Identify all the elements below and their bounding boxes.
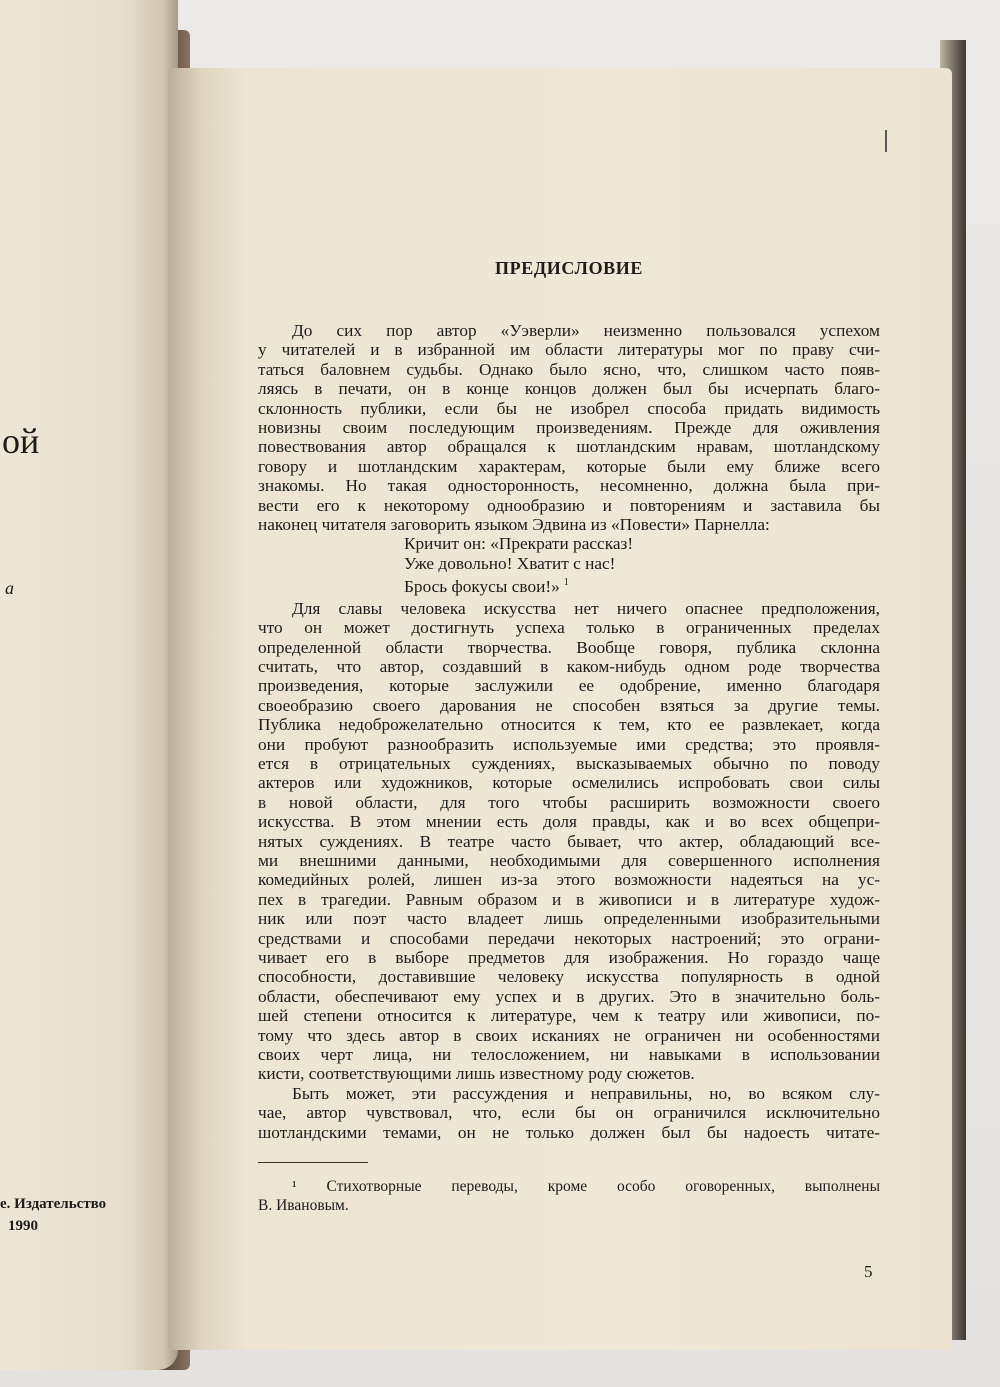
poem-quote xyxy=(404,534,880,596)
text-line: До сих пор автор «Уэверли» неизменно пользовался успехом xyxy=(292,321,880,340)
text-line: Публика недоброжелательно относится к тем, кто ее развлекает, когда xyxy=(258,715,880,735)
text-line: они пробуют разнообразить используемые ими средства; это проявля- xyxy=(258,734,880,754)
page-title: ПРЕДИСЛОВИЕ xyxy=(495,258,643,278)
poem-line: Кричит он: «Прекрати рассказ! xyxy=(404,534,634,554)
left-page-year-fragment: 1990 xyxy=(8,1218,38,1234)
text-line: шей степени относится к литературе, чем к театру или живописи, по- xyxy=(258,1006,880,1026)
text-line: ется в отрицательных суждениях, высказываемых обычно по поводу xyxy=(258,753,880,773)
text-line: своеобразию своего дарования не способен взяться за другие темы. xyxy=(258,695,880,715)
text-line: повествования автор обращался к шотландским нравам, шотландскому xyxy=(258,437,880,457)
poem-line xyxy=(404,573,880,596)
page-number: 5 xyxy=(864,1262,873,1281)
footnote-line: ¹ Стихотворные переводы, кроме особо оговоренных, выполнены xyxy=(292,1178,880,1196)
text-line: искусства. В этом мнении есть доля правды, как и во всех общепри- xyxy=(258,812,880,832)
text-line: средствами и способами передачи некоторых настроений; это ограни- xyxy=(258,928,880,948)
text-line: ляясь в печати, он в конце концов должен был бы исчерпать благо- xyxy=(258,379,880,399)
paragraph-3 xyxy=(258,1084,880,1142)
text-line: тому что здесь автор в своих исканиях не ограничен ни особенностями xyxy=(258,1025,880,1045)
text-line: наконец читателя заговорить языком Эдвина из «Повести» Парнелла: xyxy=(258,515,770,535)
footnote-reference: 1 xyxy=(563,577,569,589)
text-line: актеров или художников, которые осмелились испробовать свои силы xyxy=(258,773,880,793)
footnote-line: В. Ивановым. xyxy=(258,1197,349,1215)
text-line: у читателей и в избранной им области литературы мог по праву счи- xyxy=(258,340,880,360)
text-line: чае, автор чувствовал, что, если бы он ограничился исключительно xyxy=(258,1103,880,1123)
paragraph-2 xyxy=(258,599,880,1084)
paragraph-1 xyxy=(258,321,880,534)
pencil-mark xyxy=(885,130,887,152)
text-line: считать, что автор, создавший в каком-нибудь одном роде творчества xyxy=(258,656,880,676)
text-line: области, обеспечивают ему успех и в других. Это в значительно боль- xyxy=(258,986,880,1006)
left-page-publisher-fragment: е. Издательство xyxy=(0,1196,107,1212)
left-page-italic-fragment: а xyxy=(5,578,14,598)
text-line: шотландскими темами, он не только должен был бы надоесть читате- xyxy=(258,1122,880,1142)
text-line: пех в трагедии. Равным образом и в живописи и в литературе худож- xyxy=(258,889,880,909)
text-line: чивает его в выборе предметов для изображения. Но гораздо чаще xyxy=(258,948,880,967)
text-line: произведения, которые заслужили ее одобрение, именно благодаря xyxy=(258,676,880,696)
text-line: определенной области творчества. Вообще говоря, публика склонна xyxy=(258,637,880,657)
text-line: вести его к некоторому однообразию и повторениям и заставила бы xyxy=(258,495,880,515)
text-line: своих черт лица, ни телосложением, ни навыками в использовании xyxy=(258,1045,880,1065)
text-line: новизны своим последующим произведениям. Прежде для оживления xyxy=(258,418,880,438)
text-line: говору и шотландским характерам, которые были ему ближе всего xyxy=(258,456,880,476)
text-line: кисти, соответствующими лишь известному роду сюжетов. xyxy=(258,1064,695,1084)
footnote xyxy=(258,1177,880,1215)
text-line: ник или поэт часто владеет лишь определенными изобразительными xyxy=(258,909,880,929)
text-line: что он может достигнуть успеха только в ограниченных пределах xyxy=(258,618,880,638)
text-line: комедийных ролей, лишен из-за этого возможности надеяться на ус- xyxy=(258,870,880,890)
text-line: склонность публики, если бы не изобрел способа придать видимость xyxy=(258,398,880,418)
text-line: в новой области, для того чтобы расширить возможности своего xyxy=(258,792,880,812)
text-line: знакомы. Но такая односторонность, несомненно, должна была при- xyxy=(258,476,880,496)
poem-line: Уже довольно! Хватит с нас! xyxy=(404,553,616,573)
left-page-heading-fragment: ой xyxy=(2,421,40,461)
text-line: способности, доставившие человеку искусства популярность в одной xyxy=(258,967,880,987)
footnote-divider xyxy=(258,1162,368,1163)
text-line: Для славы человека искусства нет ничего опаснее предположения, xyxy=(292,598,880,618)
text-line: Быть может, эти рассуждения и неправильны, но, во всяком слу- xyxy=(292,1083,880,1103)
text-line: нятых суждениях. В театре часто бывает, что актер, обладающий все- xyxy=(258,831,880,851)
poem-line-text: Брось фокусы свои!» xyxy=(404,577,560,597)
left-page xyxy=(0,0,178,1370)
text-line: таться баловнем судьбы. Однако было ясно, что, слишком часто появ- xyxy=(258,359,880,379)
page-text xyxy=(258,258,880,1215)
text-line: ми внешними данными, необходимыми для совершенного исполнения xyxy=(258,850,880,870)
